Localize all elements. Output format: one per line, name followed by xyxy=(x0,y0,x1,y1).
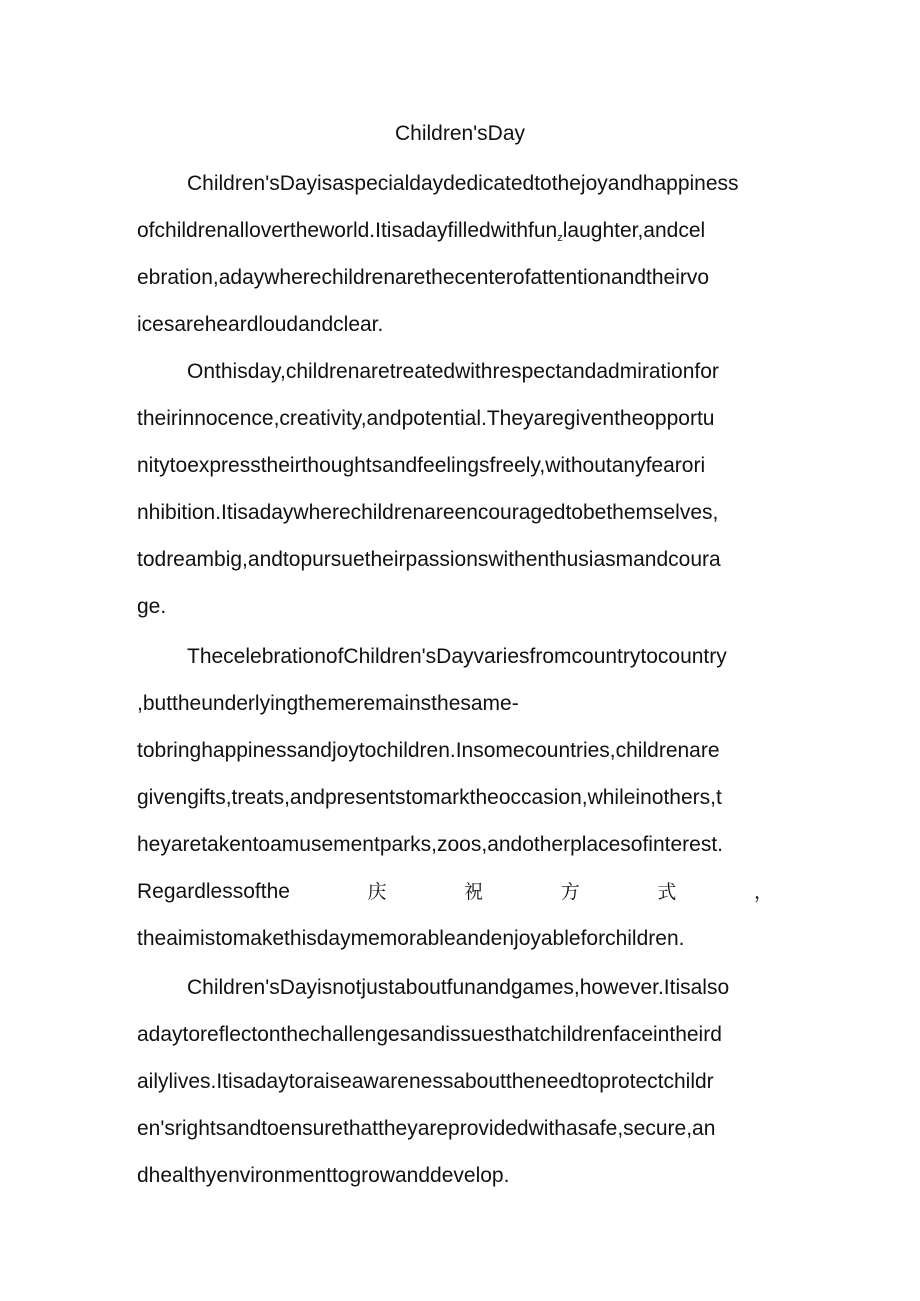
paragraph-2-line-4: nhibition.Itisadaywherechildrenareencouragedtobethemselves, xyxy=(137,501,719,524)
paragraph-1-line-3: ebration,adaywherechildrenarethecenterofattentionandtheirvo xyxy=(137,266,710,289)
paragraph-2-line-3: nitytoexpresstheirthoughtsandfeelingsfreely,withoutanyfearori xyxy=(137,454,706,477)
stray-subscript: z xyxy=(557,232,563,244)
document-title: Children'sDay xyxy=(394,122,526,145)
paragraph-3-line-2: ,buttheunderlyingthemeremainsthesame- xyxy=(137,692,519,715)
text-run: laughter,andcel xyxy=(562,219,706,242)
paragraph-2-line-6: ge. xyxy=(137,595,167,618)
text-run: Regardlessofthe xyxy=(137,880,290,903)
paragraph-3-line-7: theaimistomakethisdaymemorableandenjoyableforchildren. xyxy=(137,927,685,950)
paragraph-4-line-3: ailylives.Itisadaytoraiseawarenessabouttheneedtoprotectchildr xyxy=(137,1070,714,1093)
paragraph-3-line-6 xyxy=(137,877,773,907)
paragraph-1-line-4: icesareheardloudandclear. xyxy=(137,313,384,336)
paragraph-2-line-2: theirinnocence,creativity,andpotential.Theyaregiventheopportu xyxy=(137,407,715,430)
paragraph-1-line-1: Children'sDayisaspecialdaydedicatedtothejoyandhappiness xyxy=(187,172,739,195)
cjk-comma: ， xyxy=(753,881,773,903)
paragraph-3-line-1: ThecelebrationofChildren'sDayvariesfromcountrytocountry xyxy=(187,645,727,668)
text-run: ofchildrenallovertheworld.Itisadayfilledwithfun xyxy=(137,219,558,242)
cjk-char: 庆 xyxy=(367,881,387,903)
paragraph-4-line-5: dhealthyenvironmenttogrowanddevelop. xyxy=(137,1164,510,1187)
paragraph-3-line-3: tobringhappinessandjoytochildren.Insomecountries,childrenare xyxy=(137,739,720,762)
cjk-char: 式 xyxy=(657,881,677,903)
paragraph-3-line-5: heyaretakentoamusementparks,zoos,andotherplacesofinterest. xyxy=(137,833,724,856)
cjk-char: 祝 xyxy=(464,881,484,903)
paragraph-1-line-2 xyxy=(137,216,705,246)
paragraph-4-line-1: Children'sDayisnotjustaboutfunandgames,however.Itisalso xyxy=(187,976,730,999)
paragraph-2-line-5: todreambig,andtopursuetheirpassionswithenthusiasmandcoura xyxy=(137,548,721,571)
paragraph-2-line-1: Onthisday,childrenaretreatedwithrespectandadmirationfor xyxy=(187,360,719,383)
cjk-char: 方 xyxy=(560,881,580,903)
paragraph-4-line-4: en'srightsandtoensurethattheyareprovidedwithasafe,secure,an xyxy=(137,1117,716,1140)
paragraph-3-line-4: givengifts,treats,andpresentstomarktheoccasion,whileinothers,t xyxy=(137,786,722,809)
paragraph-4-line-2: adaytoreflectonthechallengesandissuesthatchildrenfaceintheird xyxy=(137,1023,722,1046)
